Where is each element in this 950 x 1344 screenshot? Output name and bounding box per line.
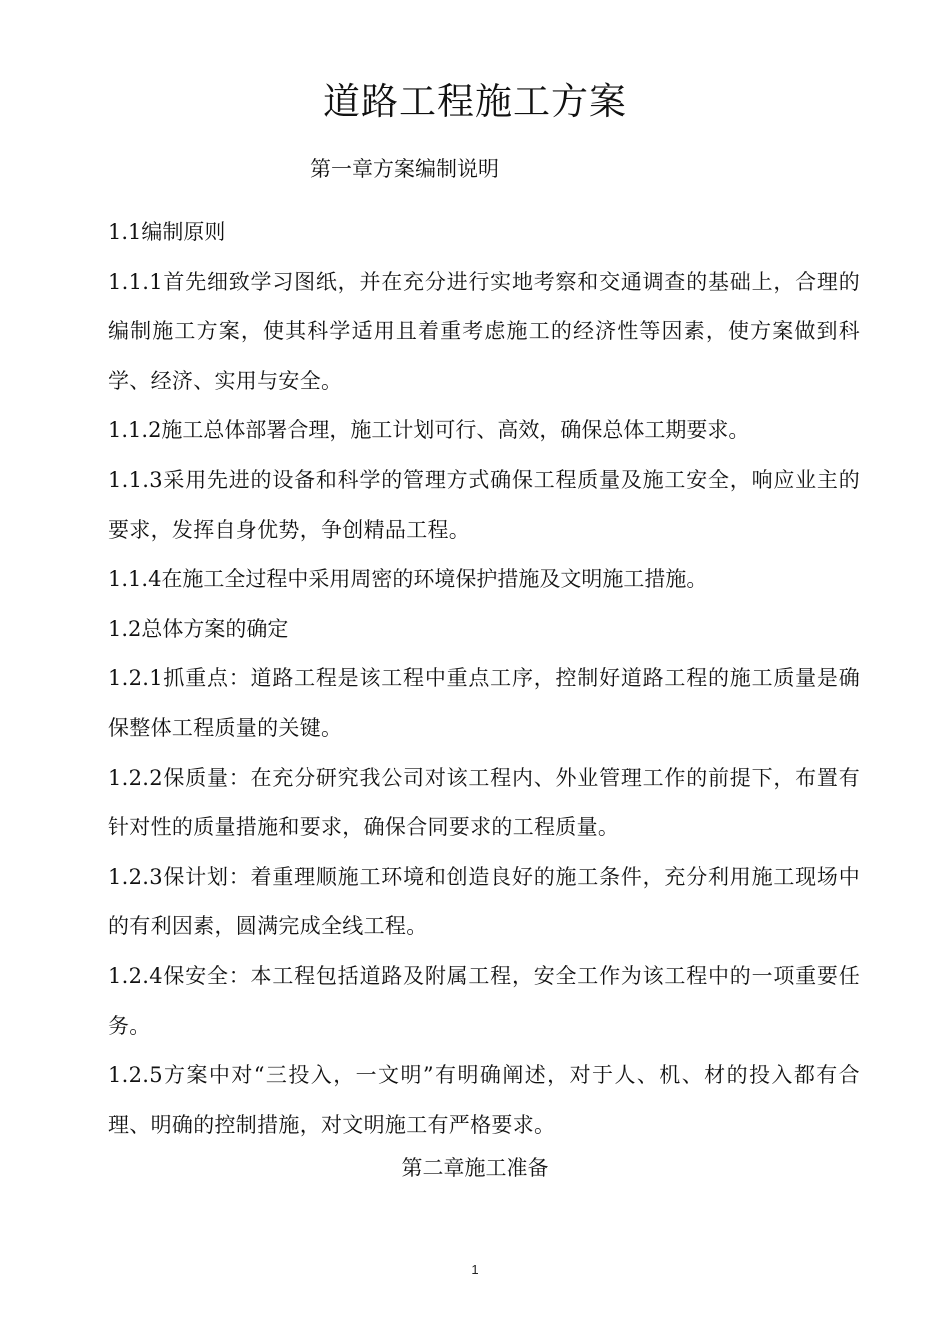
page-number: 1 [471,1262,479,1277]
paragraph-1-1-4: 1.1.4在施工全过程中采用周密的环境保护措施及文明施工措施。 [108,567,708,592]
paragraph-1-1-1: 1.1.1首先细致学习图纸，并在充分进行实地考察和交通调查的基础上，合理的编制施工方案，使其科学适用且着重考虑施工的经济性等因素，使方案做到科学、经济、实用与安全。 [108,269,860,393]
section-heading-1-2: 1.2总体方案的确定 [108,616,289,641]
paragraph-1-2-1: 1.2.1抓重点：道路工程是该工程中重点工序，控制好道路工程的施工质量是确保整体工程质量的关键。 [108,666,860,740]
paragraph-1-2-4: 1.2.4保安全：本工程包括道路及附属工程，安全工作为该工程中的一项重要任务。 [108,963,860,1038]
chapter-1-heading: 第一章方案编制说明 [310,157,499,181]
document-title: 道路工程施工方案 [323,80,627,123]
paragraph-1-2-5: 1.2.5方案中对“三投入，一文明”有明确阐述，对于人、机、材的投入都有合理、明确的控制措施，对文明施工有严格要求。 [108,1063,860,1137]
paragraph-1-1-3: 1.1.3采用先进的设备和科学的管理方式确保工程质量及施工安全，响应业主的要求，发挥自身优势，争创精品工程。 [108,467,860,542]
paragraph-1-2-3: 1.2.3保计划：着重理顺施工环境和创造良好的施工条件，充分利用施工现场中的有利因素，圆满完成全线工程。 [108,864,860,939]
document-body [108,208,860,1150]
chapter-2-heading: 第二章施工准备 [401,1156,549,1180]
paragraph-1-1-2: 1.1.2施工总体部署合理，施工计划可行、高效，确保总体工期要求。 [108,418,750,443]
section-heading-1-1: 1.1编制原则 [108,220,226,244]
paragraph-1-2-2: 1.2.2保质量：在充分研究我公司对该工程内、外业管理工作的前提下，布置有针对性的质量措施和要求，确保合同要求的工程质量。 [108,765,860,840]
